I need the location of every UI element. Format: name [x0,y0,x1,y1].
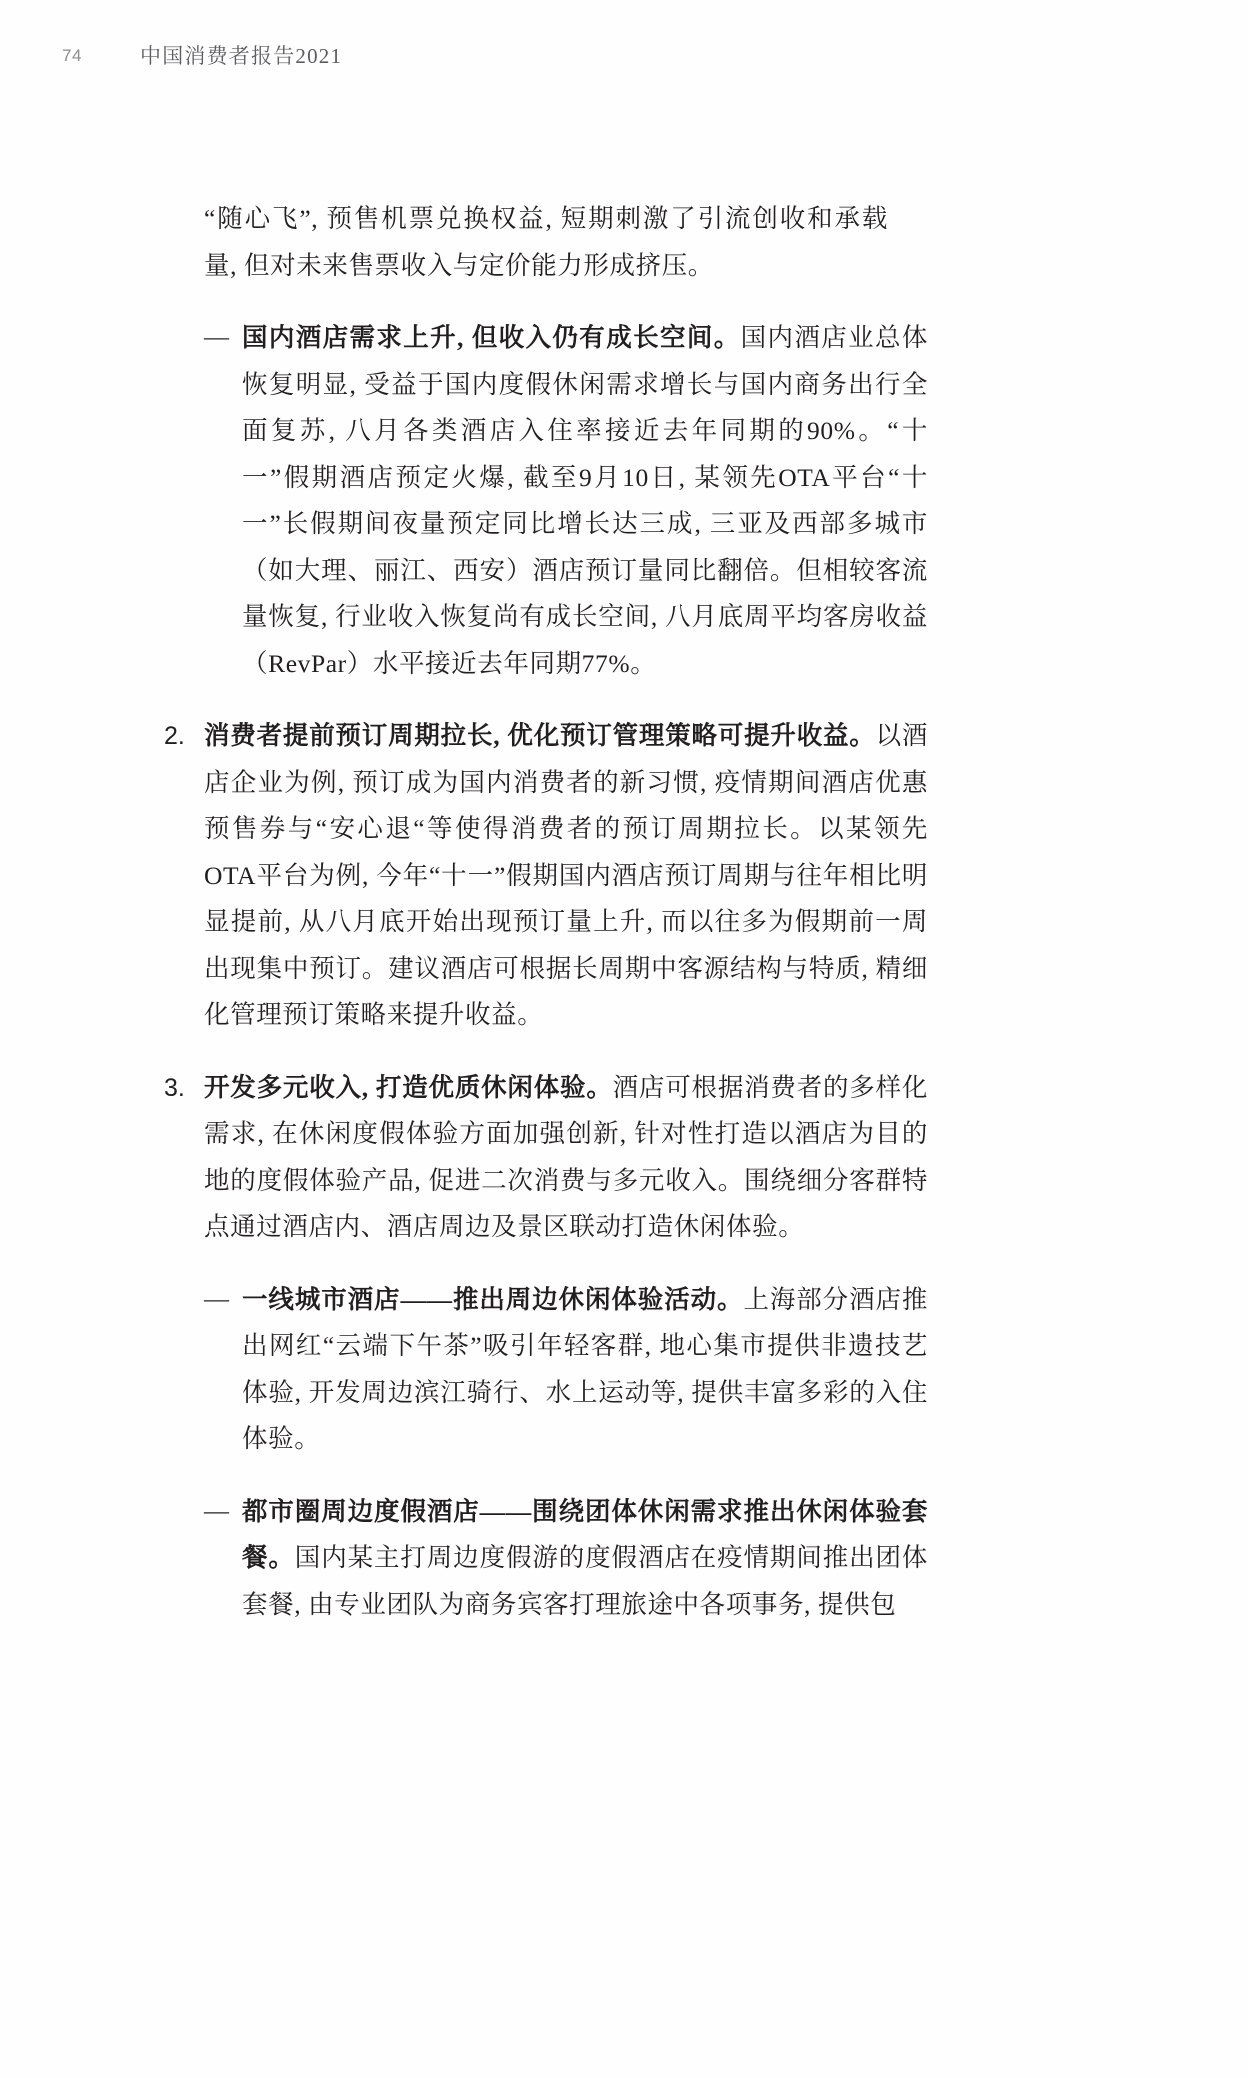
list-item-3 [164,1065,928,1251]
bullet-hotel-demand-text: 国内酒店业总体恢复明显, 受益于国内度假休闲需求增长与国内商务出行全面复苏, 八月各类酒店入住率接近去年同期的90%。“十一”假期酒店预定火爆, 截至9月10日, 某领先OTA平台“十一”长假期间夜量预定同比增长达三成, 三亚及西部多城市（如大理、丽江、西安）酒店预订量同比翻倍。但相较客流量恢复, 行业收入恢复尚有成长空间, 八月底周平均客房收益（RevPar）水平接近去年同期77%。 [242,323,928,678]
report-title: 中国消费者报告2021 [140,44,343,68]
page-body [128,196,929,1632]
dash-bullet-marker: — [204,1285,230,1313]
list-item-3-lead: 开发多元收入, 打造优质休闲体验。 [204,1072,613,1102]
page-number: 74 [62,46,82,65]
list-item-2 [164,713,928,1039]
bullet-tier1-city-text: 上海部分酒店推出网红“云端下午茶”吸引年轻客群, 地心集市提供非遗技艺体验, 开发周边滨江骑行、水上运动等, 提供丰富多彩的入住体验。 [242,1284,929,1453]
list-item-2-text: 以酒店企业为例, 预订成为国内消费者的新习惯, 疫情期间酒店优惠预售券与“安心退“等使得消费者的预订周期拉长。以某领先OTA平台为例, 今年“十一”假期国内酒店预订周期与往年相比明显提前, 从八月底开始出现预订量上升, 而以往多为假期前一周出现集中预订。建议酒店可根据长周期中客源结构与特质, 精细化管理预订策略来提升收益。 [204,721,929,1029]
list-item-2-marker: 2. [164,722,185,750]
bullet-hotel-demand [204,315,928,687]
page-running-header [0,40,1248,80]
bullet-hotel-demand-lead: 国内酒店需求上升, 但收入仍有成长空间。 [242,323,741,352]
bullet-metro-resort-text: 国内某主打周边度假游的度假酒店在疫情期间推出团体套餐, 由专业团队为商务宾客打理旅途中各项事务, 提供包 [242,1543,928,1619]
continuation-paragraph: “随心飞”, 预售机票兑换权益, 短期刺激了引流创收和承载量, 但对未来售票收入与定价能力形成挤压。 [204,204,888,280]
dash-bullet-marker: — [204,324,230,351]
bullet-metro-resort-hotels [204,1489,928,1629]
list-item-2-lead: 消费者提前预订周期拉长, 优化预订管理策略可提升收益。 [204,721,876,750]
bullet-metro-resort-lead: 都市圈周边度假酒店——围绕团体休闲需求推出休闲体验套餐。 [242,1496,928,1572]
dash-bullet-marker: — [204,1497,230,1525]
list-item-3-text: 酒店可根据消费者的多样化需求, 在休闲度假体验方面加强创新, 针对性打造以酒店为目的地的度假体验产品, 促进二次消费与多元收入。围绕细分客群特点通过酒店内、酒店周边及景区联动打造休闲体验。 [204,1072,929,1241]
bullet-tier1-city-lead: 一线城市酒店——推出周边休闲体验活动。 [242,1284,744,1314]
list-item-3-marker: 3. [164,1073,185,1102]
bullet-tier1-city-hotels [204,1277,928,1463]
